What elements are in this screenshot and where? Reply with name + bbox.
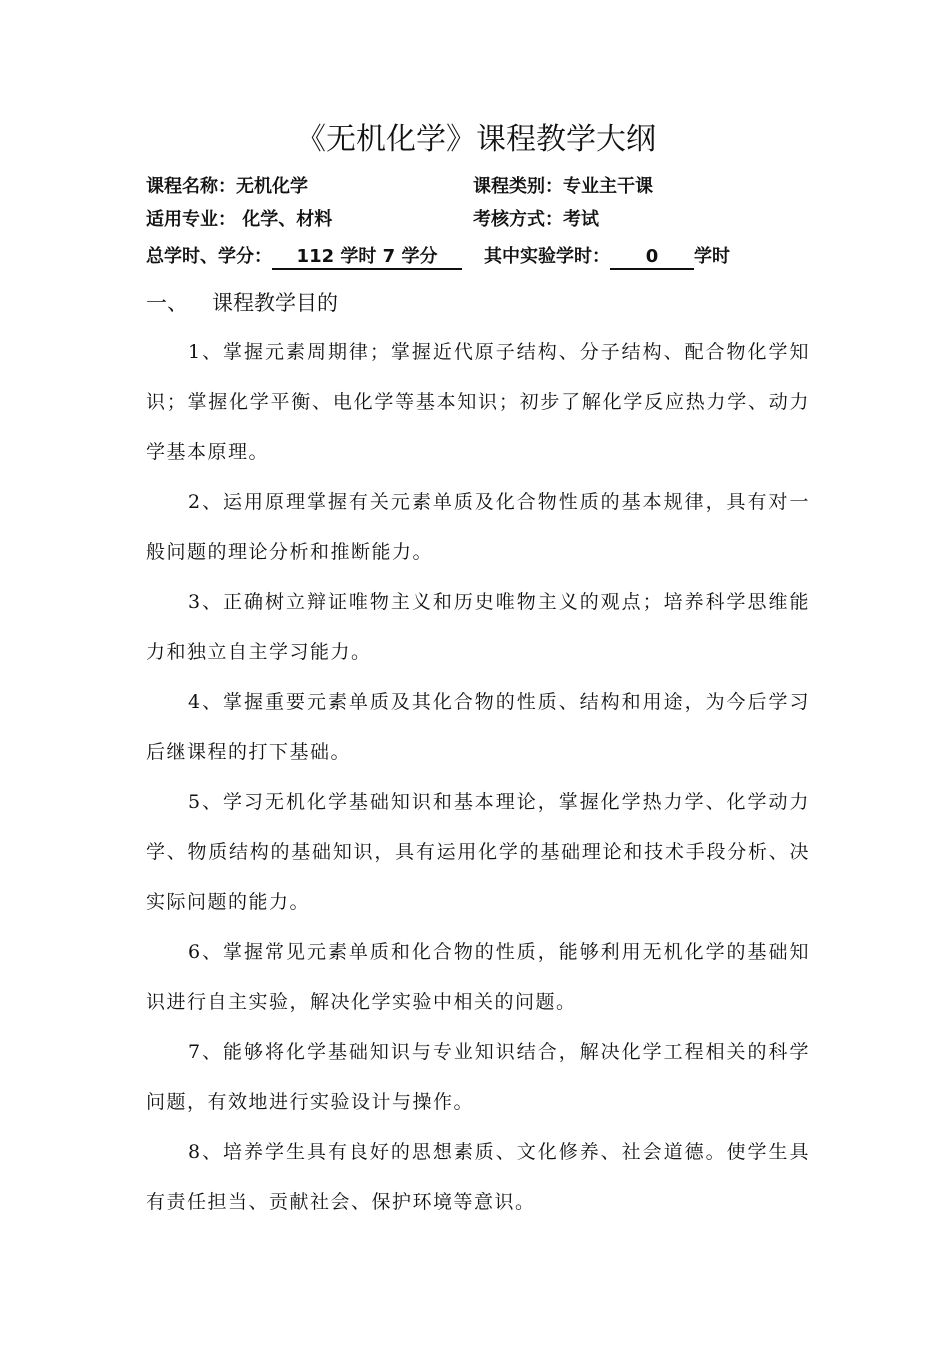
objective-paragraph: 3、正确树立辩证唯物主义和历史唯物主义的观点；培养科学思维能力和独立自主学习能力。	[146, 591, 810, 663]
document-title: 《无机化学》课程教学大纲	[296, 122, 656, 157]
objective-paragraph: 6、掌握常见元素单质和化合物的性质，能够利用无机化学的基础知识进行自主实验，解决化学实验中相关的问题。	[146, 941, 810, 1013]
hours-row	[146, 243, 826, 271]
objectives-list	[146, 327, 810, 1227]
lab-hours-label: 其中实验学时：	[484, 246, 610, 267]
objective-paragraph: 5、学习无机化学基础知识和基本理论，掌握化学热力学、化学动力学、物质结构的基础知识，具有运用化学的基础理论和技术手段分析、决实际问题的能力。	[146, 791, 810, 913]
hours-value: 112 学时 7 学分	[272, 246, 462, 270]
meta-row-2	[146, 206, 826, 234]
lab-hours-unit: 学时	[694, 246, 730, 267]
section-number: 一、	[146, 291, 188, 315]
assessment-label: 考核方式：	[473, 209, 563, 230]
course-name-field	[146, 176, 308, 197]
course-name-label: 课程名称：	[146, 176, 236, 197]
section-title: 课程教学目的	[212, 291, 338, 315]
course-name-value: 无机化学	[236, 176, 308, 197]
objective-paragraph: 8、培养学生具有良好的思想素质、文化修养、社会道德。使学生具有责任担当、贡献社会、保护环境等意识。	[146, 1141, 810, 1213]
lab-hours-value: 0	[610, 246, 694, 270]
major-value: 化学、材料	[242, 209, 333, 230]
objective-paragraph: 1、掌握元素周期律；掌握近代原子结构、分子结构、配合物化学知识；掌握化学平衡、电化学等基本知识；初步了解化学反应热力学、动力学基本原理。	[146, 341, 810, 463]
objective-paragraph: 4、掌握重要元素单质及其化合物的性质、结构和用途，为今后学习后继课程的打下基础。	[146, 691, 810, 763]
objective-paragraph: 7、能够将化学基础知识与专业知识结合，解决化学工程相关的科学问题，有效地进行实验设计与操作。	[146, 1041, 810, 1113]
major-field	[146, 209, 332, 230]
course-type-label: 课程类别：	[473, 176, 563, 197]
section-heading	[146, 286, 338, 320]
major-label: 适用专业：	[146, 209, 236, 230]
course-type-field	[473, 173, 653, 201]
course-type-value: 专业主干课	[563, 176, 653, 197]
meta-row-1	[146, 173, 826, 201]
objective-paragraph: 2、运用原理掌握有关元素单质及化合物性质的基本规律，具有对一般问题的理论分析和推断能力。	[146, 491, 810, 563]
assessment-field	[473, 206, 599, 234]
hours-label: 总学时、学分：	[146, 246, 272, 267]
assessment-value: 考试	[563, 209, 599, 230]
